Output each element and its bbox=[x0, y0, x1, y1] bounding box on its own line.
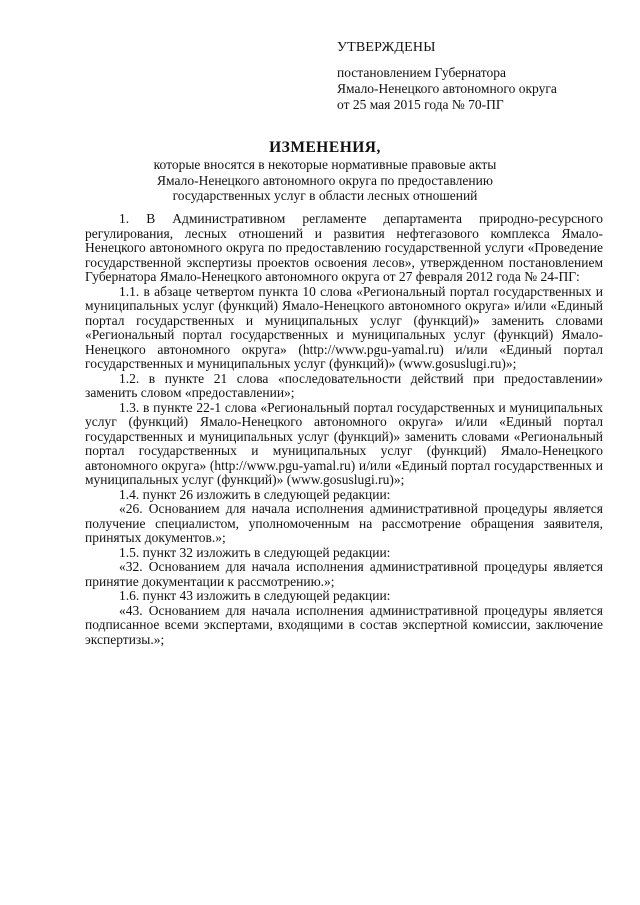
approval-line-2: Ямало-Ненецкого автономного округа bbox=[337, 81, 557, 96]
title-subline-2: Ямало-Ненецкого автономного округа по предоставлению bbox=[157, 172, 493, 188]
paragraph-1-1: 1.1. в абзаце четвертом пункта 10 слова «Региональный портал государственных и муниципальных услуг (функций) Ямало-Ненецкого автономного округа» и/или «Единый портал государственных и муниципальных услуг (функций)» заменить словами «Региональный портал государственных и муниципальных услуг (функций) Ямало-Ненецкого автономного округа» (http://www.pgu-yamal.ru) и/или «Единый портал государственных и муниципальных услуг (функций)» (www.gosuslugi.ru)»; bbox=[85, 283, 603, 371]
title-subline-1: которые вносятся в некоторые нормативные правовые акты bbox=[153, 157, 497, 172]
approval-heading: УТВЕРЖДЕНЫ bbox=[337, 40, 436, 55]
paragraph-1-4: 1.4. пункт 26 изложить в следующей редакции: bbox=[119, 486, 391, 502]
paragraph-1-5: 1.5. пункт 32 изложить в следующей редакции: bbox=[119, 544, 391, 560]
document-body bbox=[85, 212, 603, 647]
quote-26: «26. Основанием для начала исполнения административной процедуры является получение специалистом, уполномоченным на рассмотрение обращения заявителя, принятых документов.»; bbox=[85, 501, 603, 545]
approval-line-1: постановлением Губернатора bbox=[337, 65, 506, 80]
paragraph-1-6: 1.6. пункт 43 изложить в следующей редакции: bbox=[119, 588, 391, 603]
paragraph-1-2: 1.2. в пункте 21 слова «последовательности действий при предоставлении» заменить словом «предоставлении»; bbox=[85, 370, 603, 400]
approval-line-3: от 25 мая 2015 года № 70-ПГ bbox=[337, 97, 504, 112]
paragraph-1-3: 1.3. в пункте 22-1 слова «Региональный портал государственных и муниципальных услуг (функций) Ямало-Ненецкого автономного округа» и/или «Единый портал государственных и муниципальных услуг (функций)» заменить словами «Региональный портал государственных и муниципальных услуг (функций) Ямало-Ненецкого автономного округа» (http://www.pgu-yamal.ru) и/или «Единый портал государственных и муниципальных услуг (функций)» (www.gosuslugi.ru)»; bbox=[85, 399, 603, 487]
approval-block bbox=[337, 40, 617, 113]
quote-43: «43. Основанием для начала исполнения административной процедуры является подписанное всеми экспертами, входящими в состав экспертной комиссии, заключение экспертизы.»; bbox=[85, 602, 603, 647]
title-subline-3: государственных услуг в области лесных отношений bbox=[172, 188, 478, 203]
quote-32: «32. Основанием для начала исполнения административной процедуры является принятие документации к рассмотрению.»; bbox=[85, 559, 603, 589]
document-title: ИЗМЕНЕНИЯ, bbox=[269, 139, 381, 156]
paragraph-1: 1. В Административном регламенте департамента природно-ресурсного регулирования, лесных отношений и развития нефтегазового комплекса Ямало-Ненецкого автономного округа по предоставлению государственной услуги «Проведение государственной экспертизы проектов освоения лесов», утвержденном постановлением Губернатора Ямало-Ненецкого автономного округа от 27 февраля 2012 года № 24-ПГ: bbox=[85, 211, 603, 284]
document-title-block bbox=[90, 139, 560, 204]
